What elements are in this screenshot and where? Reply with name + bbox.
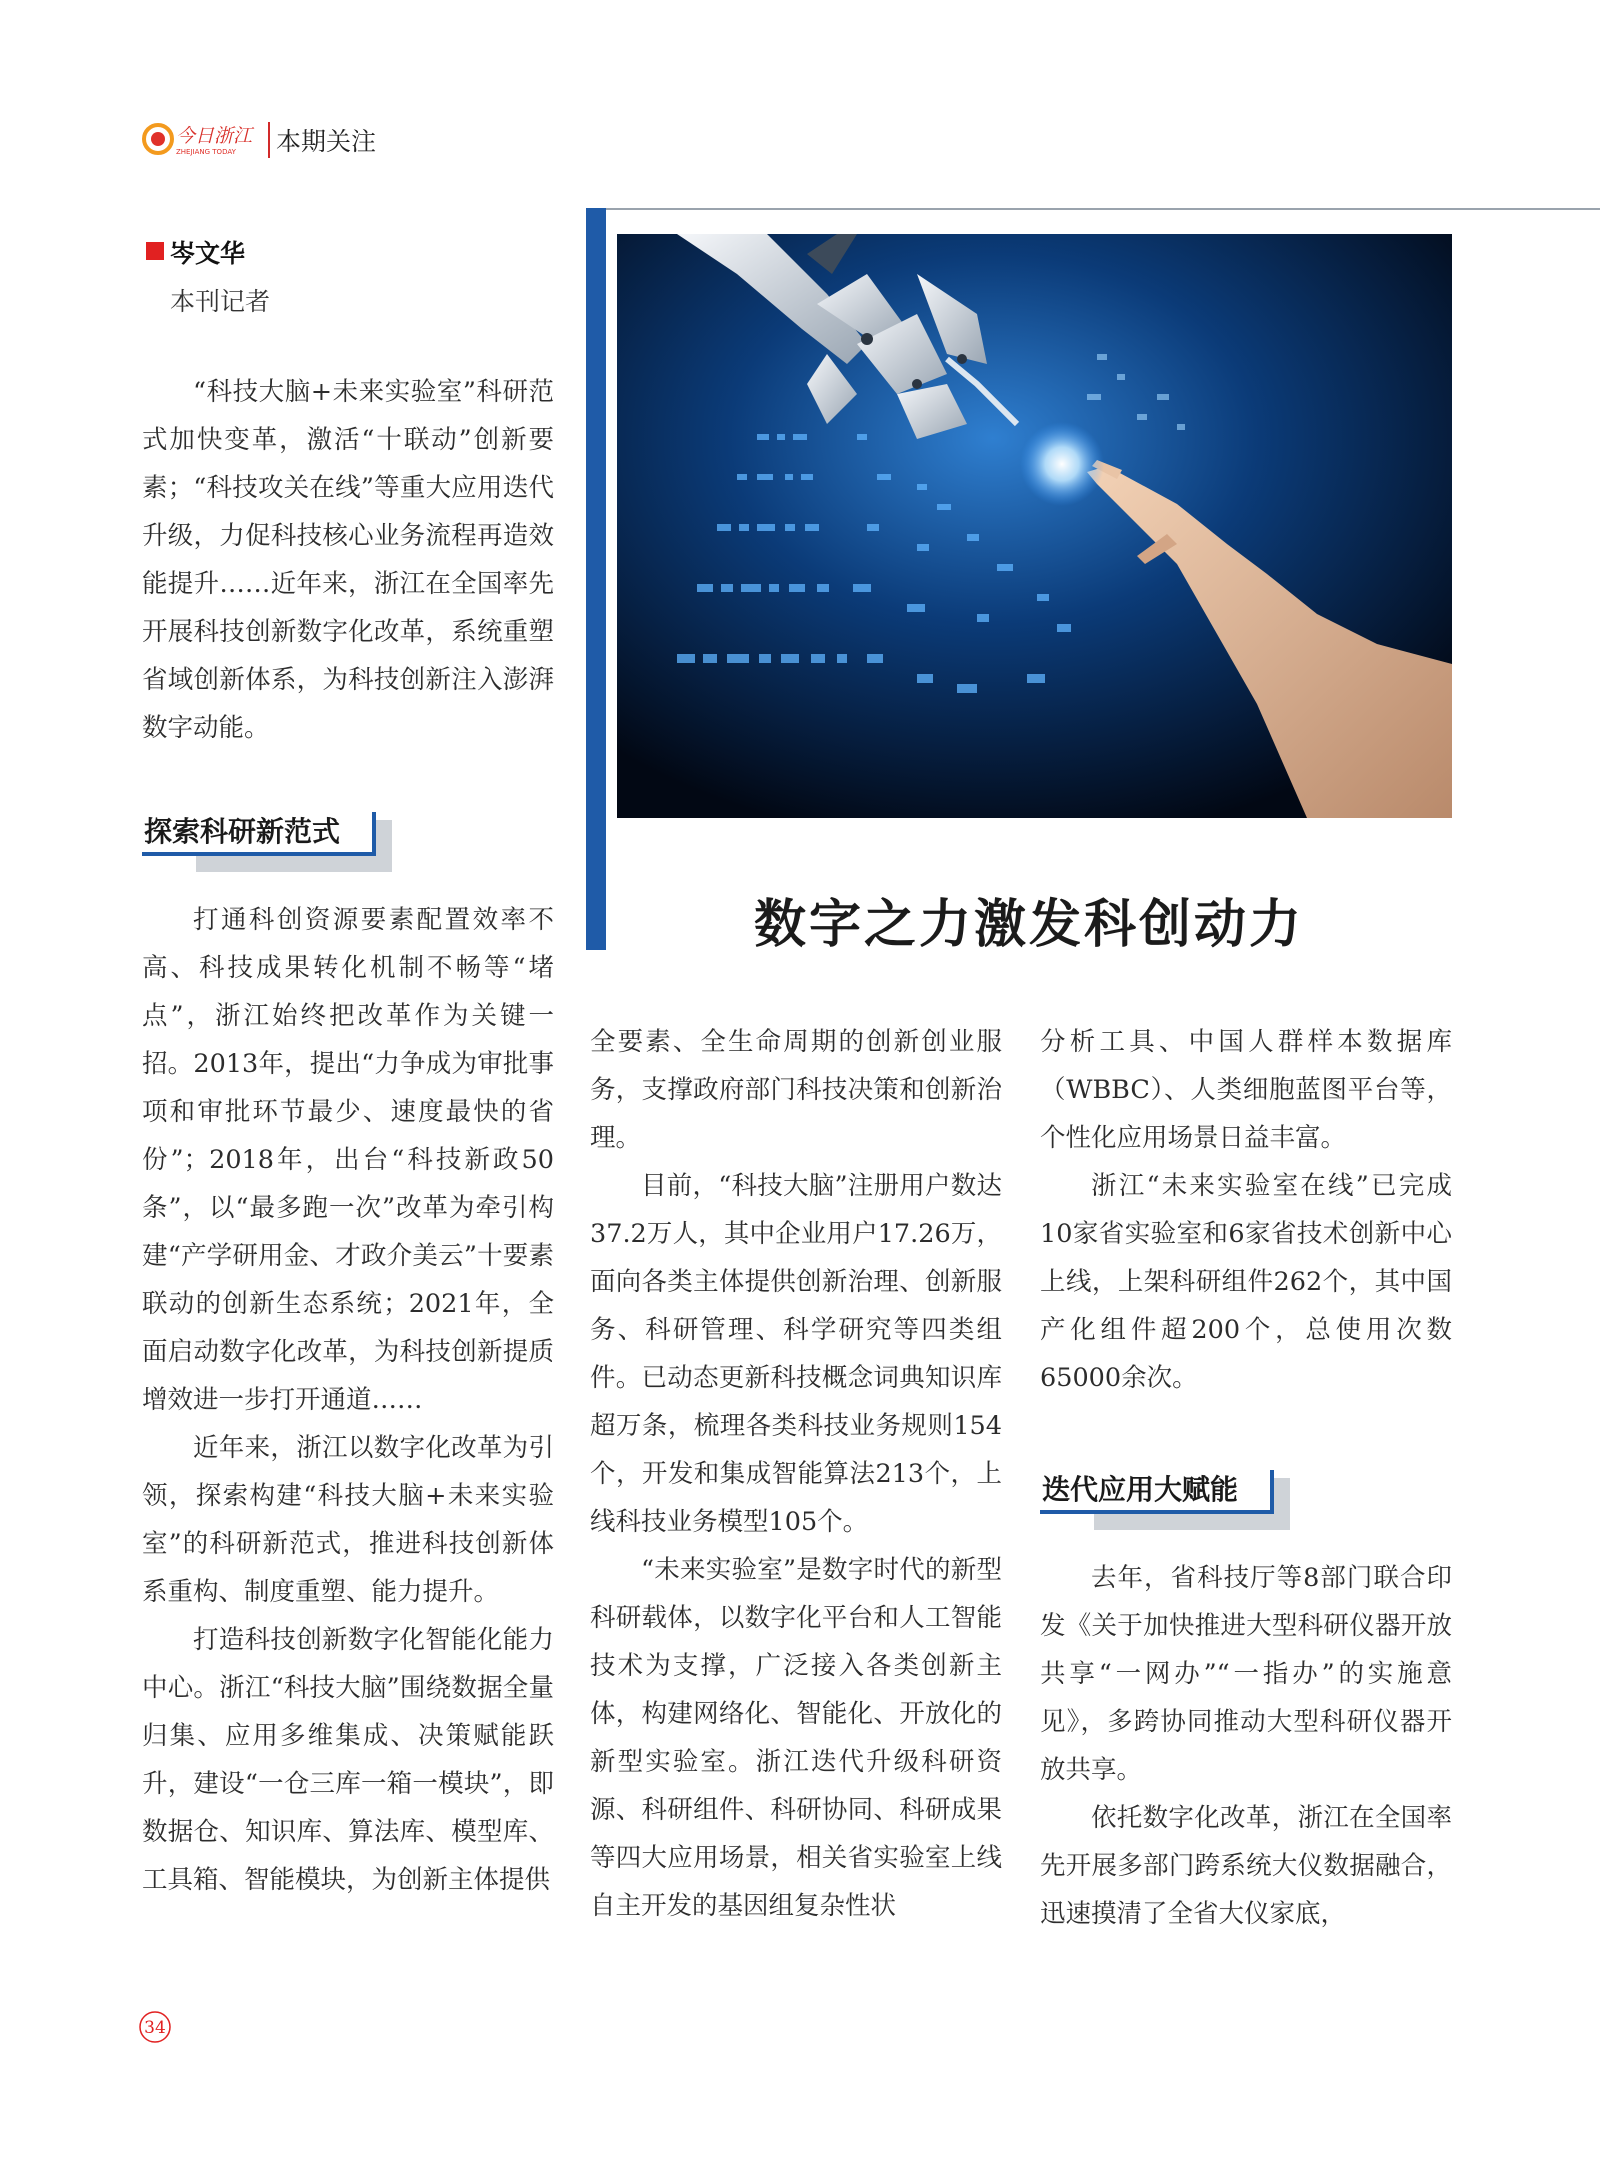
paragraph: 打通科创资源要素配置效率不高、科技成果转化机制不畅等“堵点”，浙江始终把改革作为关键一招。2013年，提出“力争成为审批事项和审批环节最少、速度最快的省份”；2018年，出台“科技新政50条”，以“最多跑一次”改革为牵引构建“产学研用金、才政介美云”十要素联动的创新生态系统；2021年，全面启动数字化改革，为科技创新提质增效进一步打开通道……	[142, 905, 554, 1415]
header-divider	[268, 122, 270, 158]
section1-heading	[142, 806, 392, 874]
page-number	[138, 2010, 172, 2044]
zhejiang-today-logo	[140, 120, 268, 158]
frame-top-line	[586, 208, 1600, 210]
paragraph: 分析工具、中国人群样本数据库（WBBC）、人类细胞蓝图平台等，个性化应用场景日益丰富。	[1040, 1027, 1452, 1153]
hero-image-robot-hand	[617, 234, 1452, 818]
paragraph: 去年，省科技厅等8部门联合印发《关于加快推进大型科研仪器开放共享“一网办”“一指办”的实施意见》，多跨协同推动大型科研仪器开放共享。	[1040, 1563, 1452, 1785]
paragraph: 打造科技创新数字化智能化能力中心。浙江“科技大脑”围绕数据全量归集、应用多维集成、决策赋能跃升，建设“一仓三库一箱一模块”，即数据仓、知识库、算法库、模型库、工具箱、智能模块，为创新主体提供	[142, 1625, 554, 1895]
column-3-body-bottom	[1040, 1554, 1452, 1938]
column-2-body	[590, 1018, 1002, 1930]
column-1-body	[142, 896, 554, 1904]
section2-heading	[1040, 1464, 1290, 1532]
section2-heading-text: 迭代应用大赋能	[1042, 1473, 1239, 1506]
paragraph: “未来实验室”是数字时代的新型科研载体，以数字化平台和人工智能技术为支撑，广泛接入各类创新主体，构建网络化、智能化、开放化的新型实验室。浙江迭代升级科研资源、科研组件、科研协同、科研成果等四大应用场景，相关省实验室上线自主开发的基因组复杂性状	[590, 1555, 1002, 1921]
lead-paragraph: “科技大脑+未来实验室”科研范式加快变革，激活“十联动”创新要素；“科技攻关在线”等重大应用迭代升级，力促科技核心业务流程再造效能提升……近年来，浙江在全国率先开展科技创新数字化改革，系统重塑省域创新体系，为科技创新注入澎湃数字动能。	[142, 377, 554, 743]
paragraph: 依托数字化改革，浙江在全国率先开展多部门跨系统大仪数据融合，迅速摸清了全省大仪家底，	[1040, 1803, 1452, 1929]
author-name: 岑文华	[170, 239, 246, 268]
paragraph: 全要素、全生命周期的创新创业服务，支撑政府部门科技决策和创新治理。	[590, 1027, 1002, 1153]
section1-heading-text: 探索科研新范式	[144, 815, 341, 848]
svg-text:今日浙江: 今日浙江	[176, 125, 253, 147]
column-3-body-top	[1040, 1018, 1452, 1402]
svg-text:34: 34	[144, 2018, 166, 2038]
author-marker	[146, 242, 164, 260]
article-title: 数字之力激发科创动力	[753, 894, 1304, 955]
paragraph: 近年来，浙江以数字化改革为引领，探索构建“科技大脑+未来实验室”的科研新范式，推进科技创新体系重构、制度重塑、能力提升。	[142, 1433, 554, 1607]
section-name: 本期关注	[276, 127, 377, 156]
accent-bar	[586, 208, 606, 950]
svg-text:ZHEJIANG TODAY: ZHEJIANG TODAY	[176, 148, 236, 156]
author-role: 本刊记者	[170, 287, 271, 316]
paragraph: 浙江“未来实验室在线”已完成10家省实验室和6家省技术创新中心上线，上架科研组件262个，其中国产化组件超200个，总使用次数65000余次。	[1040, 1171, 1452, 1393]
paragraph: 目前，“科技大脑”注册用户数达37.2万人，其中企业用户17.26万，面向各类主体提供创新治理、创新服务、科研管理、科学研究等四类组件。已动态更新科技概念词典知识库超万条，梳理各类科技业务规则154个，开发和集成智能算法213个，上线科技业务模型105个。	[590, 1171, 1002, 1537]
